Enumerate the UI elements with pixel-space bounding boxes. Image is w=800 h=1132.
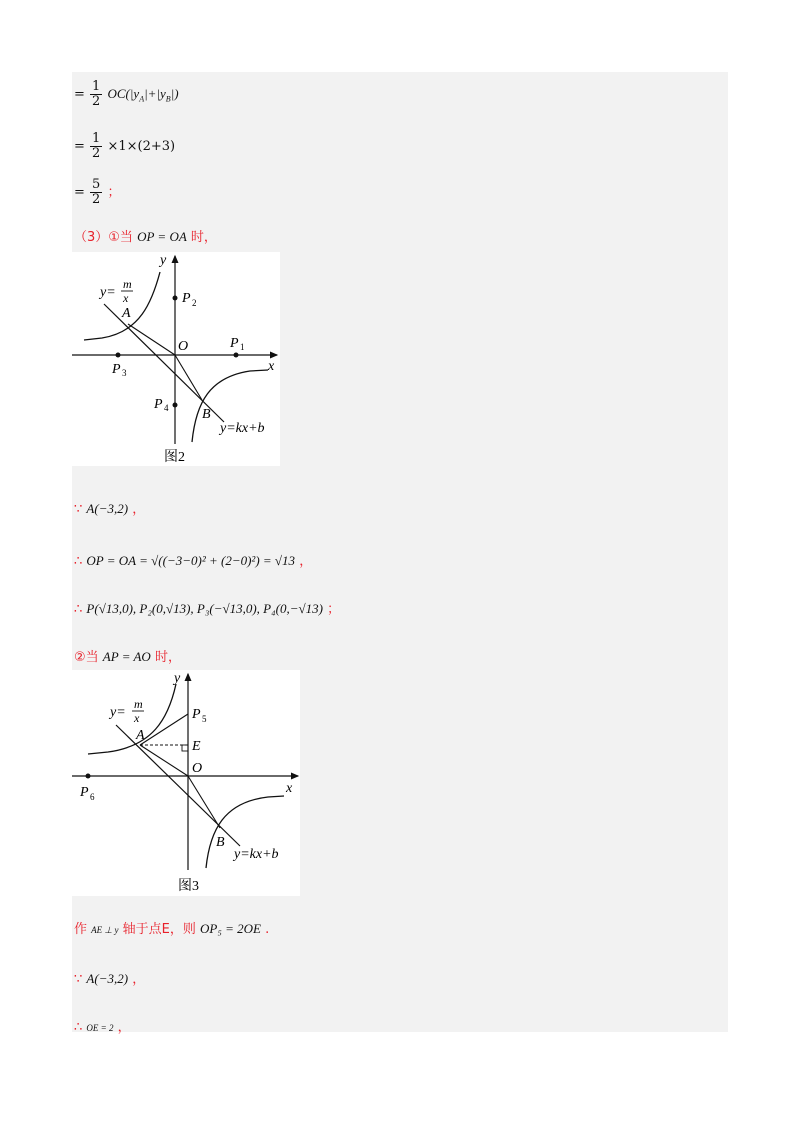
figure-3 (72, 670, 300, 896)
svg-text:x: x (134, 711, 140, 725)
point-p2 (173, 296, 178, 301)
svg-text:m: m (134, 697, 143, 711)
svg-text:x: x (123, 291, 129, 305)
because-a-line-2: ∵ A(−3,2) ， (74, 971, 146, 987)
p2-label: P (182, 291, 191, 306)
point-p3 (116, 353, 121, 358)
point-e-label: E (192, 739, 201, 754)
y-axis-label: y (160, 253, 167, 268)
figure-caption: 图2 (164, 450, 185, 465)
right-angle-marker (182, 745, 188, 751)
fraction-result: $\frac{5}{2}$ (92, 177, 101, 207)
svg-text:3: 3 (122, 368, 127, 378)
p5-label: P (192, 707, 201, 722)
p3-label: P (112, 362, 121, 377)
figure-2 (72, 252, 280, 466)
curve-label: y= (100, 285, 116, 300)
origin-label: O (192, 761, 203, 776)
svg-text:m: m (123, 277, 132, 291)
equals-sign: = (74, 87, 85, 102)
p6-label: P (80, 785, 89, 800)
equation-line-2: = $\frac{1}{2}$ ×1×(2+3) (74, 131, 176, 161)
so-op-line: ∴ OP = OA = √((−3−0)² + (2−0)²) = √13 ， (74, 553, 313, 569)
curve-label: y= (110, 705, 126, 720)
point-p6 (86, 774, 91, 779)
line-label: y=kx+b (220, 421, 265, 436)
equation-line-1: = $\frac{1}{2}$ $OC(|y_A|+|y_B|)$ (74, 79, 179, 109)
so-oe-line: ∴ OE = 2 ， (74, 1020, 131, 1035)
x-axis-label: x (268, 359, 275, 374)
expr-oc: OC(|y (107, 86, 140, 101)
segment-ap5 (140, 714, 188, 745)
segment-ob (188, 776, 220, 828)
point-b-label: B (202, 407, 211, 422)
fraction-half-2: $\frac{1}{2}$ (92, 131, 101, 161)
case-3-heading: （3）①当 OP = OA 时， (74, 229, 217, 245)
line-ab (116, 725, 240, 846)
x-axis-label: x (286, 781, 293, 796)
origin-label: O (178, 339, 189, 354)
line-label: y=kx+b (234, 847, 279, 862)
svg-text:5: 5 (202, 714, 207, 724)
p1-label: P (230, 336, 239, 351)
svg-text:1: 1 (240, 342, 245, 352)
point-b-label: B (216, 835, 225, 850)
hyperbola-branch-upper (88, 684, 176, 754)
p4-label: P (154, 397, 163, 412)
construction-line: 作 AE ⊥ y 轴于点E，则 OP₅ = 2OE . (74, 921, 270, 937)
svg-text:2: 2 (192, 298, 197, 308)
fraction-half: $\frac{1}{2}$ (92, 79, 101, 109)
y-axis-label: y (174, 671, 181, 686)
point-a-label: A (136, 728, 145, 743)
figure-3-diagram (72, 670, 300, 896)
figure-caption: 图3 (178, 879, 199, 894)
figure-2-diagram (72, 252, 280, 466)
svg-text:6: 6 (90, 792, 95, 802)
svg-text:4: 4 (164, 403, 169, 413)
point-p1 (234, 353, 239, 358)
case-2-heading: ②当 AP = AO 时， (74, 649, 181, 665)
point-p4 (173, 403, 178, 408)
because-a-line: ∵ A(−3,2) ， (74, 501, 146, 517)
point-a-label: A (122, 306, 131, 321)
equation-line-3: = $\frac{5}{2}$ ； (74, 177, 121, 207)
so-points-line: ∴ P(√13,0), P₂(0,√13), P₃(−√13,0), P₄(0,−√13) ； (74, 601, 341, 617)
